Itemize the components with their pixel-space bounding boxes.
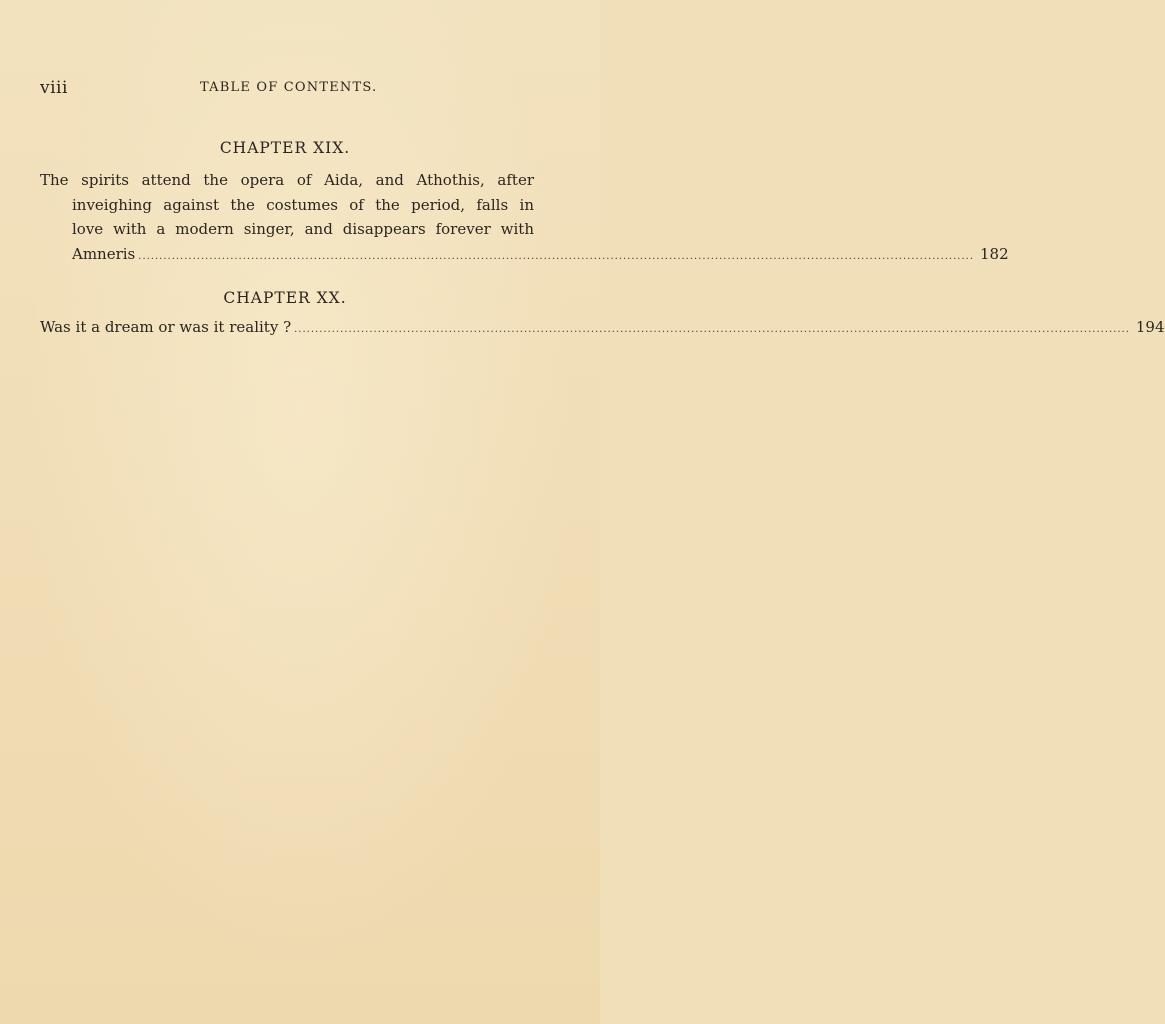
page-number: 182	[980, 244, 1009, 263]
page-number: 194	[1135, 318, 1165, 336]
entry-line-1: The spirits attend the opera of Aida, and Athothis, after	[40, 171, 534, 189]
dot-leader: ........................................................................................................................................................................................................	[138, 250, 975, 262]
entry-line-1	[40, 315, 1165, 340]
entry-last-text: Amneris	[72, 244, 136, 263]
entry-line-3: love with a modern singer, and disappears forever with	[72, 220, 534, 238]
chapter-heading-20: CHAPTER XX.	[223, 289, 347, 307]
chapter-heading-19: CHAPTER XIX.	[219, 139, 351, 157]
toc-entry-chapter-20	[40, 315, 1165, 340]
entry-line-2: inveighing against the costumes of the period, falls in	[72, 195, 534, 214]
dot-leader: ........................................................................................................................................................................................................	[294, 324, 1130, 335]
toc-entry-chapter-19	[40, 168, 1009, 266]
running-head	[40, 78, 540, 100]
entry-line-4	[40, 242, 1009, 267]
running-head-title: TABLE OF CONTENTS.	[200, 80, 378, 95]
entry-last-text: Was it a dream or was it reality ?	[40, 318, 292, 336]
page-folio: viii	[40, 78, 68, 98]
